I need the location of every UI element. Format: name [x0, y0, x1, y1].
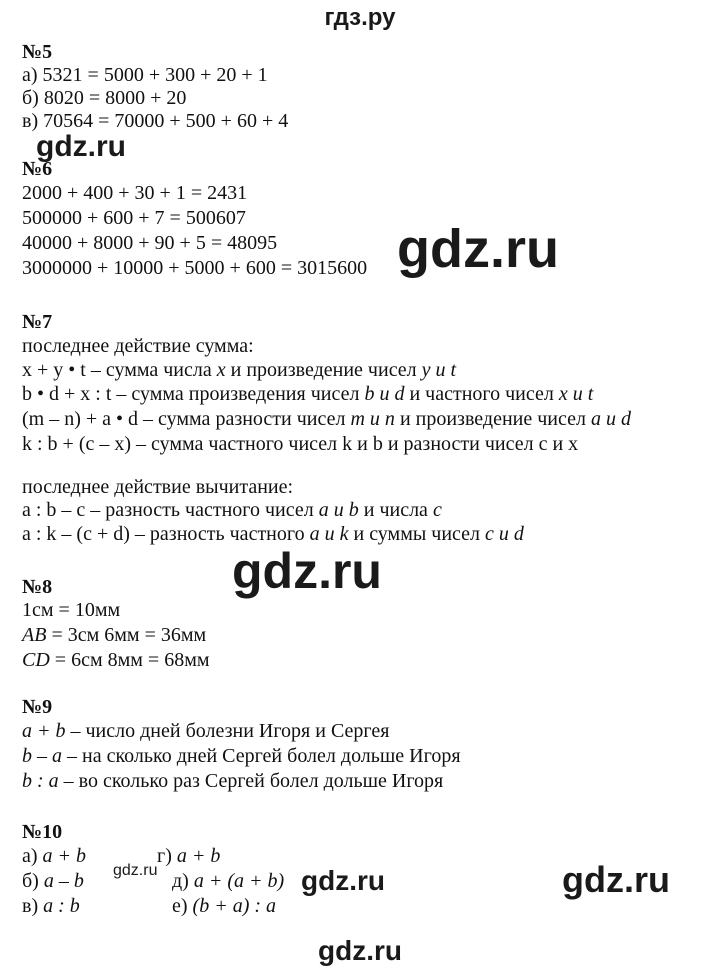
- task-10-heading: №10: [22, 821, 63, 843]
- watermark-4: gdz.ru: [113, 862, 158, 879]
- watermark-7: gdz.ru: [318, 935, 402, 966]
- task-5-line-a: а) 5321 = 5000 + 300 + 20 + 1: [22, 64, 268, 86]
- task-7-sum-row-3: (m – n) + a • d – сумма разности чисел m и n и произведение чисел a и d: [22, 408, 631, 430]
- site-header-watermark: гдз.ру: [324, 4, 396, 31]
- task-9-line-3: b : a – во сколько раз Сергей болел дольше Игоря: [22, 770, 444, 792]
- task-8-line-1: 1см = 10мм: [22, 599, 121, 621]
- task-7-sub-row-2: a : k – (c + d) – разность частного a и k и суммы чисел c и d: [22, 523, 524, 545]
- task-9-line-2: b – a – на сколько дней Сергей болел дольше Игоря: [22, 745, 461, 767]
- watermark-1: gdz.ru: [36, 130, 126, 163]
- task-5-heading: №5: [22, 41, 53, 63]
- task-7-sum-title: последнее действие сумма:: [22, 335, 254, 357]
- task-6-line-4: 3000000 + 10000 + 5000 + 600 = 3015600: [22, 257, 368, 279]
- task-6-line-3: 40000 + 8000 + 90 + 5 = 48095: [22, 232, 278, 254]
- task-5-line-b: б) 8020 = 8000 + 20: [22, 87, 187, 109]
- task-6-line-1: 2000 + 400 + 30 + 1 = 2431: [22, 182, 248, 204]
- task-7-sum-row-2: b • d + x : t – сумма произведения чисел b и d и частного чисел x и t: [22, 383, 594, 405]
- task-10-item-a: а) a + b: [22, 845, 87, 867]
- task-9-heading: №9: [22, 696, 53, 718]
- task-6-heading: №6: [22, 158, 53, 180]
- task-7-sum-row-1: x + y • t – сумма числа x и произведение чисел y и t: [22, 359, 457, 381]
- task-5-line-c: в) 70564 = 70000 + 500 + 60 + 4: [22, 110, 289, 132]
- task-6-line-2: 500000 + 600 + 7 = 500607: [22, 207, 246, 229]
- task-8-line-2: AB = 3см 6мм = 36мм: [22, 624, 207, 646]
- task-10-item-d: д) a + (a + b): [172, 870, 285, 892]
- watermark-6: gdz.ru: [562, 859, 670, 900]
- task-7-sum-row-4: k : b + (c – x) – сумма частного чисел k и b и разности чисел c и x: [22, 433, 579, 455]
- task-9-line-1: a + b – число дней болезни Игоря и Сергея: [22, 720, 390, 742]
- task-7-sub-row-1: a : b – c – разность частного чисел a и b и числа c: [22, 499, 442, 521]
- task-10-item-b: б) a – b: [22, 870, 84, 892]
- task-8-line-3: CD = 6см 8мм = 68мм: [22, 649, 210, 671]
- watermark-2: gdz.ru: [397, 219, 559, 279]
- watermark-3: gdz.ru: [232, 543, 382, 599]
- task-7-heading: №7: [22, 311, 53, 333]
- task-10-item-c: в) a : b: [22, 895, 80, 917]
- task-7-sub-title: последнее действие вычитание:: [22, 476, 294, 498]
- task-8-heading: №8: [22, 576, 53, 598]
- task-10-item-g: г) a + b: [157, 845, 221, 867]
- task-10-item-e: е) (b + a) : a: [172, 895, 277, 917]
- watermark-5: gdz.ru: [301, 865, 385, 896]
